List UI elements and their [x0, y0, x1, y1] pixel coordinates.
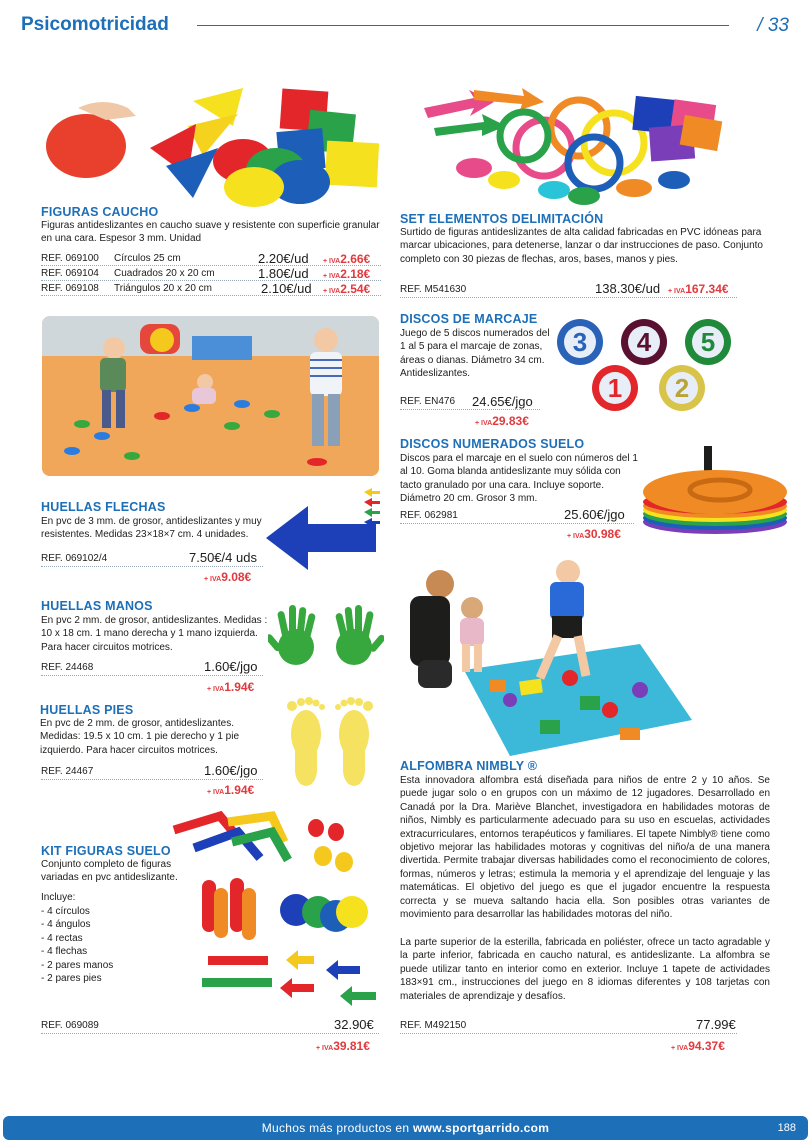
huellas-manos-image — [268, 603, 384, 667]
huellas-pies-description: En pvc de 2 mm. de grosor, antideslizantes. Medidas: 19.5 x 10 cm. 1 pie derecho y 1 pie izquierdo. Para hacer circuitos motrices. — [40, 718, 240, 756]
price-with-iva: + IVA2.66€ — [323, 252, 371, 266]
header-divider — [197, 25, 729, 26]
price: 2.10€/ud — [261, 281, 312, 296]
alfombra-nimbly-image — [400, 560, 692, 756]
ref-code: REF. M492150 — [400, 1020, 467, 1031]
huellas-pies-price-row — [41, 763, 263, 780]
ref-code: REF. 069102/4 — [41, 553, 108, 564]
list-item: - 4 ángulos — [41, 919, 91, 931]
ref-code: REF. 069100 — [41, 253, 99, 264]
discos-numerados-price-with-iva: + IVA30.98€ — [567, 527, 621, 541]
product-variant: Triángulos 20 x 20 cm — [114, 283, 213, 294]
product-variant: Cuadrados 20 x 20 cm — [114, 268, 215, 279]
price: 138.30€/ud — [595, 281, 661, 296]
ref-code: REF. 24467 — [41, 766, 94, 777]
huellas-pies-image — [282, 696, 378, 790]
huellas-manos-description: En pvc 2 mm. de grosor, antideslizantes. Medidas : 10 x 18 cm. 1 mano derecha y 1 mano izquierda. Para hacer circuitos motrices. — [41, 615, 268, 653]
kit-figuras-price-row — [41, 1017, 379, 1034]
website-link[interactable]: www.sportgarrido.com — [413, 1121, 550, 1135]
page-title: Psicomotricidad — [21, 14, 169, 35]
list-item: - 4 rectas — [41, 932, 83, 944]
price: 77.99€ — [696, 1017, 736, 1032]
huellas-flechas-image — [264, 486, 384, 582]
kit-figuras-image — [168, 808, 384, 1008]
kit-figuras-description: Conjunto completo de figuras variadas en pvc antideslizante. — [41, 859, 178, 884]
ref-code: REF. M541630 — [400, 284, 467, 295]
ref-code: REF. 069104 — [41, 268, 99, 279]
alfombra-nimbly-price-row — [400, 1017, 737, 1034]
huellas-manos-title: HUELLAS MANOS — [41, 599, 153, 613]
price: 1.60€/jgo — [204, 659, 258, 674]
huellas-pies-title: HUELLAS PIES — [40, 703, 134, 717]
ref-code: REF. 24468 — [41, 662, 94, 673]
page-number: 188 — [777, 1122, 796, 1134]
disc-number: 2 — [674, 373, 690, 403]
price-with-iva: + IVA2.54€ — [323, 282, 371, 296]
ref-code: REF. 069089 — [41, 1020, 99, 1031]
kit-figuras-includes-label: Incluye: — [41, 892, 76, 903]
discos-marcaje-price-row — [400, 394, 540, 410]
figuras-caucho-price-table — [41, 251, 381, 296]
set-elementos-description: Surtido de figuras antideslizantes de alta calidad fabricadas en PVC idóneas para marcar ubicaciones, para detenerse, lanzar o dar instrucciones de paso. Conjunto completo con 30 piezas de flechas, aros, bases, manos y pies. — [400, 227, 763, 265]
alfombra-nimbly-price-with-iva: + IVA94.37€ — [671, 1039, 725, 1053]
huellas-pies-price-with-iva: + IVA1.94€ — [207, 783, 255, 797]
price: 1.80€/ud — [258, 266, 309, 281]
list-item: - 4 flechas — [41, 946, 88, 958]
section-page-number: / 33 — [757, 15, 789, 36]
price-with-iva: + IVA167.34€ — [668, 282, 729, 296]
huellas-manos-price-row — [41, 659, 263, 676]
price: 2.20€/ud — [258, 251, 309, 266]
huellas-flechas-photo — [42, 316, 379, 476]
disc-number: 3 — [572, 327, 588, 357]
disc-number: 4 — [636, 327, 652, 357]
figuras-caucho-description: Figuras antideslizantes en caucho suave y resistente con superficie granular en una cara. Espesor 3 mm. Unidad — [41, 220, 380, 245]
discos-marcaje-title: DISCOS DE MARCAJE — [400, 312, 538, 326]
discos-marcaje-image — [556, 318, 736, 414]
price: 7.50€/4 uds — [189, 550, 257, 565]
discos-numerados-image — [640, 446, 790, 536]
figuras-caucho-image — [38, 86, 383, 208]
kit-figuras-price-with-iva: + IVA39.81€ — [316, 1039, 370, 1053]
figuras-caucho-title: FIGURAS CAUCHO — [41, 205, 159, 219]
huellas-flechas-price-row — [41, 550, 263, 567]
price: 32.90€ — [334, 1017, 374, 1032]
discos-marcaje-price-with-iva: + IVA29.83€ — [475, 414, 529, 428]
price: 25.60€/jgo — [564, 507, 625, 522]
alfombra-nimbly-title: ALFOMBRA NIMBLY ® — [400, 759, 538, 773]
alfombra-nimbly-description-2: La parte superior de la esterilla, fabricada en poliéster, ofrece un tacto agradable y la parte inferior, fabricada en caucho natural, es antideslizante. La alfombra se puede utilizar tanto en interior como en exterior. Incluye 1 tapete de actividades 183×91 cm., instrucciones del juego en 8 idiomas diferentes y 108 tarjetas con materiales de aprendizaje y desafíos. — [400, 937, 770, 1002]
price-row — [41, 281, 381, 296]
set-elementos-price-row — [400, 281, 737, 298]
ref-code: REF. 062981 — [400, 510, 458, 521]
alfombra-nimbly-description: Esta innovadora alfombra está diseñada para niños de entre 2 y 10 años. Se puede jugar solo o en grupos con un máximo de 12 jugadores. Desarrollado en Canadá por la Dra. Mariève Blanchet, investigadora en habilidades motoras de niños, Nimbly es particularmente adecuado para su uso en escuelas, actividades extracurriculares, entornos terapéuticos y familiares. El tapete Nimbly® tiene como objetivo mejorar las habilidades motoras y cognitivas del niño/a de una manera divertida. Permite trabajar diversas habilidades como el reconocimiento de colores, formas, números y letras; estimula la memoria y el aprendizaje del lenguaje y las matemáticas. El objetivo del juego es que el jugador encuentre la respuesta correcta y se mueva saltando hacia ella. Son posibles otras variantes de movimiento para desarrollar las habilidades motoras del niño. — [400, 775, 770, 921]
huellas-flechas-description: En pvc de 3 mm. de grosor, antideslizantes y muy resistentes. Medidas 23×18×7 cm. 4 unidades. — [41, 516, 262, 541]
huellas-flechas-title: HUELLAS FLECHAS — [41, 500, 166, 514]
price: 24.65€/jgo — [472, 394, 533, 409]
huellas-flechas-price-with-iva: + IVA9.08€ — [204, 570, 252, 584]
ref-code: REF. EN476 — [400, 396, 456, 407]
discos-numerados-description: Discos para el marcaje en el suelo con números del 1 al 10. Goma blanda antideslizante muy sólida con tacto granulado por una cara. Incluye soporte. Diámetro 20 cm. Grosor 3 mm. — [400, 453, 638, 505]
price: 1.60€/jgo — [204, 763, 258, 778]
price-row — [41, 266, 381, 281]
kit-figuras-title: KIT FIGURAS SUELO — [41, 844, 171, 858]
list-item: - 2 pares pies — [41, 973, 102, 985]
set-elementos-title: SET ELEMENTOS DELIMITACIÓN — [400, 212, 604, 226]
discos-numerados-title: DISCOS NUMERADOS SUELO — [400, 437, 585, 451]
discos-marcaje-description: Juego de 5 discos numerados del 1 al 5 para el marcaje de zonas, áreas o dianas. Diámetro 34 cm. Antideslizantes. — [400, 328, 550, 380]
product-variant: Círculos 25 cm — [114, 253, 181, 264]
disc-number: 1 — [607, 373, 623, 403]
set-elementos-image — [414, 88, 724, 206]
footer-bar — [3, 1116, 808, 1140]
footer-text: Muchos más productos en www.sportgarrido.com — [261, 1121, 550, 1135]
list-item: - 4 círculos — [41, 906, 90, 917]
price-with-iva: + IVA2.18€ — [323, 267, 371, 281]
disc-number: 5 — [700, 327, 716, 357]
price-row — [41, 251, 381, 266]
huellas-manos-price-with-iva: + IVA1.94€ — [207, 680, 255, 694]
kit-figuras-includes-list — [41, 905, 113, 985]
ref-code: REF. 069108 — [41, 283, 99, 294]
list-item: - 2 pares manos — [41, 959, 114, 971]
discos-numerados-price-row — [400, 507, 634, 524]
